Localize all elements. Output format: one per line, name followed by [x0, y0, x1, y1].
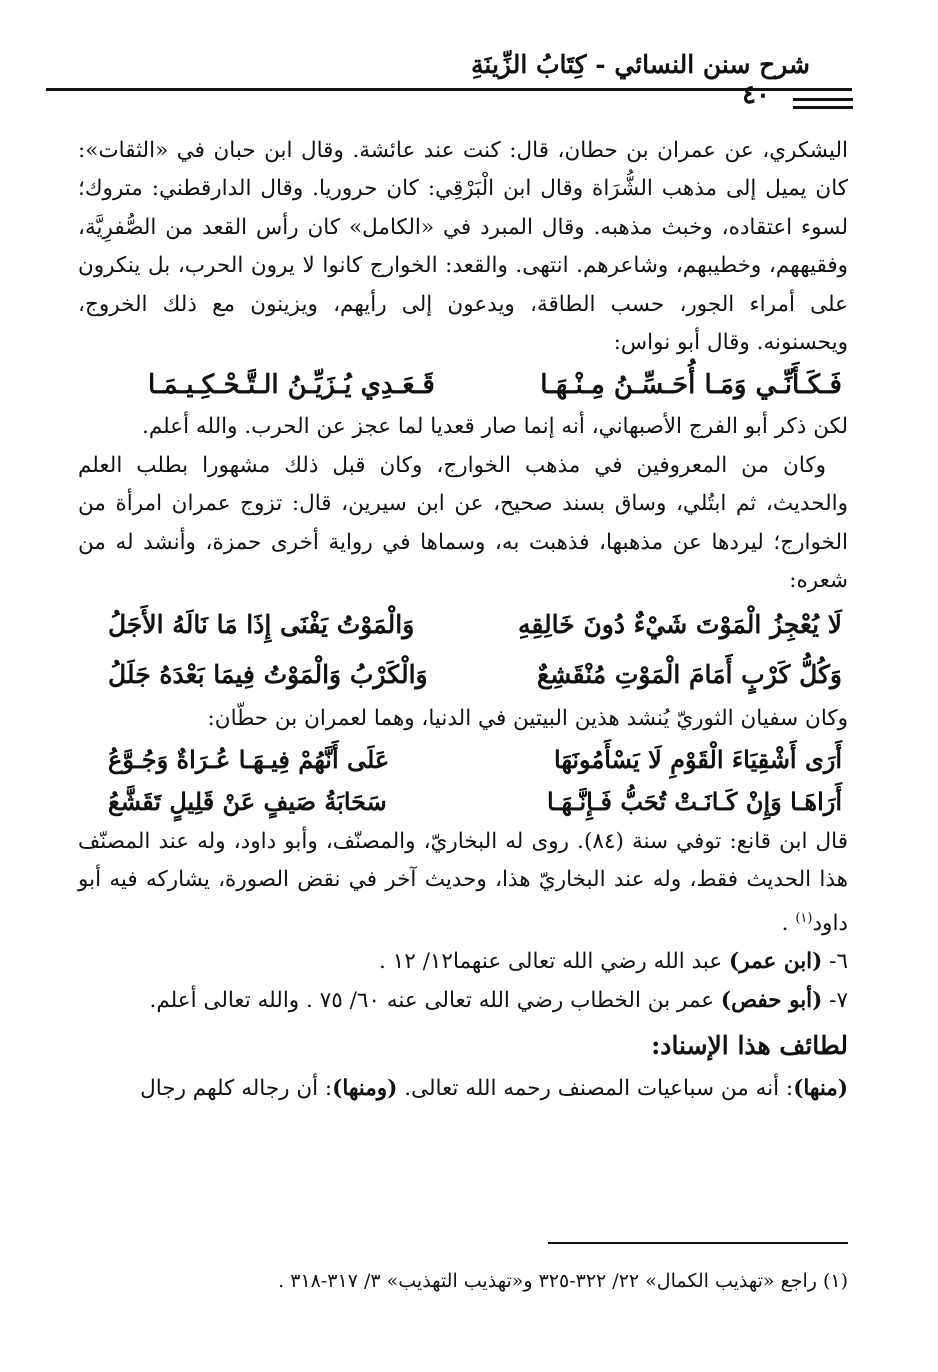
point-text: : أن رجاله كلهم رجال	[140, 1076, 333, 1102]
verse-hemistich: قَـعَـدِي يُـزَيِّـنُ الـتَّـحْـكِـيـمَـا	[148, 370, 435, 401]
point-label: (منها)	[793, 1076, 848, 1102]
verse-hemistich: عَلَى أَنَّهُمْ فِيـهَـا عُـرَاةٌ وَجُـوَّعُ	[108, 744, 390, 774]
point-text: : أنه من سباعيات المصنف رحمه الله تعالى.	[397, 1076, 794, 1102]
point-label: (ومنها)	[332, 1076, 398, 1102]
narrator-item	[78, 982, 848, 1020]
verse-line	[78, 650, 848, 700]
paragraph-end: .	[781, 910, 796, 936]
narrator-text: عبد الله رضي الله تعالى عنهما١٢/ ١٢ .	[378, 949, 730, 975]
narrator-name: (ابن عمر)	[729, 949, 823, 975]
verse-hemistich: وَالْكَرْبُ وَالْمَوْتُ فِيمَا بَعْدَهُ جَلَلُ	[108, 660, 428, 690]
footnote-ref[interactable]: (١)	[795, 910, 813, 926]
paragraph: لكن ذكر أبو الفرج الأصبهاني، أنه إنما صار قعديا لما عجز عن الحرب. والله أعلم.	[142, 414, 848, 440]
section-heading: لطائف هذا الإسناد:	[651, 1031, 848, 1061]
header-rule-short-2	[793, 106, 853, 109]
header-rule-short-1	[793, 98, 853, 101]
verse-hemistich: وَالْمَوْتُ يَفْنَى إِذَا مَا نَالَهُ الأَجَلُ	[108, 610, 415, 640]
narrator-item	[78, 943, 848, 981]
paragraph: وكان من المعروفين في مذهب الخوارج، وكان قبل ذلك مشهورا بطلب العلم والحديث، ثم ابتُلي، وساق بسند صحيح، عن ابن سيرين، قال: تزوج عمران امرأة من الخوارج؛ ليردها عن مذهبها، فذهبت به، وسماها في رواية أخرى حمزة، وأنشد له من شعره:	[78, 452, 848, 594]
verse-line	[78, 600, 848, 650]
footnote-rule	[548, 1242, 848, 1244]
paragraph: اليشكري، عن عمران بن حطان، قال: كنت عند عائشة. وقال ابن حبان في «الثقات»: كان يميل إلى مذهب الشُّرَاة وقال ابن الْبَرْقِي: كان حروريا. وقال الدارقطني: متروك؛ لسوء اعتقاده، وخبث مذهبه. وقال المبرد في «الكامل» كان رأس القعد من الصُّفرِيَّة، وفقيههم، وخطيبهم، وشاعرهم. انتهى. والقعد: الخوارج كانوا لا يرون الحرب، بل ينكرون على أمراء الجور، حسب الطاقة، ويدعون إلى رأيهم، ويزينون مع ذلك الخروج، ويحسنونه. وقال أبو نواس:	[78, 138, 848, 356]
verse-hemistich: لَا يُعْجِزُ الْمَوْتَ شَيْءٌ دُونَ خَالِقِهِ	[517, 610, 842, 640]
item-number: ٧-	[822, 987, 848, 1013]
verse-line	[78, 739, 848, 781]
page-number: ٤٠	[742, 80, 770, 110]
paragraph	[78, 823, 848, 943]
verse-hemistich: وَكُلُّ كَرْبٍ أَمَامَ الْمَوْتِ مُنْقَشِعٌ	[536, 660, 842, 690]
verse-line	[78, 781, 848, 823]
verse-hemistich: سَحَابَةُ صَيفٍ عَنْ قَلِيلٍ تَقَشَّعُ	[108, 786, 387, 816]
item-number: ٦-	[822, 949, 848, 975]
footnote: (١) راجع «تهذيب الكمال» ٢٢/ ٣٢٢-٣٢٥ و«تهذيب التهذيب» ٣/ ٣١٧-٣١٨ .	[278, 1270, 848, 1292]
main-text	[78, 132, 848, 1108]
paragraph-text: قال ابن قانع: توفي سنة (٨٤). روى له البخاريّ، والمصنّف، وأبو داود، وله عند المصنّف هذا الحديث فقط، وله عند البخاريّ هذا، وحديث آخر في نقض الصورة، يشاركه فيه أبو داود	[78, 828, 848, 936]
verse-line	[78, 362, 848, 408]
verse-hemistich: أَرَى أَشْقِيَاءَ الْقَوْمِ لَا يَسْأَمُونَهَا	[554, 744, 842, 774]
narrator-text: عمر بن الخطاب رضي الله تعالى عنه ٦٠/ ٧٥ . والله تعالى أعلم.	[149, 987, 721, 1013]
running-title: شرح سنن النسائي - كِتَابُ الزِّينَةِ	[471, 50, 810, 79]
narrator-name: (أبو حفص)	[720, 987, 823, 1013]
paragraph: وكان سفيان الثوريّ يُنشد هذين البيتين في الدنيا، وهما لعمران بن حطّان:	[207, 706, 848, 732]
verse-hemistich: أَرَاهَـا وَإِنْ كَـانَـتْ تُحَبُّ فَـإِنَّـهَـا	[547, 786, 842, 816]
paragraph	[78, 1070, 848, 1108]
verse-hemistich: فَـكَـأَنِّـي وَمَـا أُحَـسِّـنُ مِـنْـهَـا	[540, 370, 842, 401]
